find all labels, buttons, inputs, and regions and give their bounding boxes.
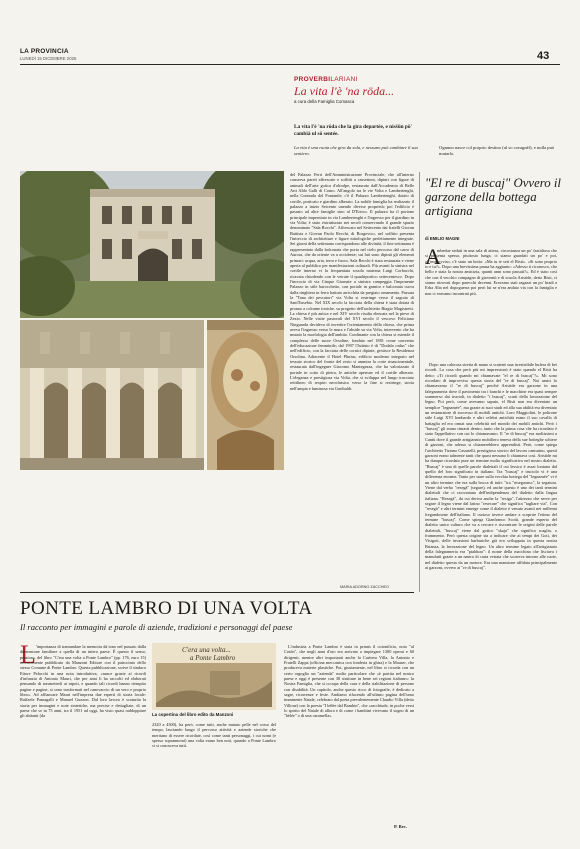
- newspaper-name: LA PROVINCIA: [20, 48, 69, 55]
- proverbi-label-red: PROVERBI: [294, 76, 331, 83]
- proverbi-section-label: [294, 76, 560, 83]
- fresco-photo: [207, 320, 284, 470]
- page-number: 43: [537, 50, 550, 62]
- main-article-col2: 2320 a 4300), ha però, come tutti, anche mutato pelle nel corso del tempo, lasciando lungo il percorso attività e aziende storiche che meritano di essere ricordate, così come tanti personaggi, i cui nomi (e spesso soprannomi) una volta erano ben noti, quando a Ponte Lambro ci si conosceva tutti.: [152, 722, 276, 749]
- headline-top-rule: [20, 592, 414, 593]
- villa-photo: [20, 171, 284, 318]
- issue-date: LUNEDÌ 15 DICEMBRE 2025: [20, 56, 77, 61]
- book-cover-caption: La copertina del libro edito da Manzoni: [152, 712, 234, 717]
- proverbi-dialect: La vita l'è 'na röda che la gira departée, e nisšün pö' cambià ul sö sentée.: [294, 124, 413, 137]
- re-article-lead: mbedue seduti in una sala di attesa, circostanza un po' fastidiosa che si presenta spesso, piuttosto lunga, ci siamo guardati un po' e poi, all'improvviso, c'è stato un botto: «Ma tu te sett el Risti». «Sì sono proprio io e tu?». Dopo una brevissima pausa ha aggiunto: «Adesso ti riconosco, che bello e stata la nostra amicizia, quanti anni sono passati?». Ed è stato così che con il vecchio compagno di gioventù e di scuola Aristide, detto Risti, ci siamo ritrovati dopo parecchi decenni. Eravamo stati ragazzi un po' bradi a Erba Alta nel dopoguerra poi però lui se n'era andato via con la famiglia e non ci eravamo incontrati più.: [425, 248, 557, 296]
- palazzi-article-column: del Palazzo Ferri dell'Amministrazione Provinciale, che all'interno conserva pareti affrescate e soffitti a cassettoni, dipinti con figure di animali dell'arte gotica d'oltralpe, restaurato dall'Accademia di Belle Arti Aldo Galli di Como. All'angolo tra le vie Volta e Lambertenghi, nella Contrada del Fontanile, c'è il Palazzo Lambertenghi, dotato di cortile, porticato e giardino alberato. La nobile famiglia ha realizzato il palazzo a inizio Seicento unendo diverse proprietà; poi l'edificio è passato ad altre famiglie sino al D'Errico. Il palazzo ha il portone principale imperniato in via Lambertenghi e l'ingresso per il giardino in via Volta; è stato ristrutturato nei secoli conservando il grande spazio denominato "Sala Rocchi". Affrescato nel Settecento dai fratelli Giovan Battista e Giovan Paolo Recchi, di Borgovico, nel soffitto presenta l'intreccio di architetture e figure mitologiche perfettamente integrate. Sei giorni della settimana corrispondono alle divinità, il fine settimana è rappresentato dalla balconata che porta nel cielo percorso dal carro di Aurora, che da oriente va a occidente; sui lati sono dipinti gli elementi primari: acqua, aria, terra e fuoco. Sala Recchi è stata restaurata e viene aperta al pubblico per manifestazioni culturali. Più avanti la sinistra nel cortile interno vi la frequentata scuola materna Luigi Corbacchi, ricavata chiudendo con le vetrate il quadriportico settecentesco. Dopo l'incrocio di via Cinque Giornate a sinistra campeggia l'imponente Palazzo in stile barocchetto, con portale in granito e balconata curva dalla ringhiera in ferro battuto arricchita da pregiato ornamento. Passata la "Tana dei pescatori" via Volta si restringe verso il sagrato di Sant'Eusebio. Nel XIX secolo la facciata della chiesa è stata dotata di pronao a colonne ioniche, su progetto dell'architetto Biagio Magistretti. La chiesa è più antica e nel XIV secolo risulta elencata nel la pieve di Zezio. Nelle visite pastorali del XVI secolo il vescovo Feliciano Ninguarda decideva di invertire l'orientamento della chiesa, che prima aveva l'ingresso verso le mura e l'abside su via Volta, intervento che ha mutato la morfologia dell'ambito. Confinante con la chiesa si estende il complesso delle suore Orsoline, fondato nel 1881 come convento dell'educazione femminile; dal 1997 l'Istituto è di "Dodalo onlus" che nell'edificio, con la facciata delle cornici dipinte, gestisce la Residenza Orsolina. Adiacente il Hotel Plinius, edificio moderno integrato nel tessuto storico del fronte del resto si ammira la corte rinascimentale, restaurata dall'ingegner Giacomo Mantegazza, che ha valorizzato il portale in cotto di pietra, le antiche aperture ed il cortile alberato. L'eleganza e prestigiosa via Volta, che si sviluppa nel lungo tracciato rettilineo di respiro neoclassico verso la fine si restringe, storia nell'ampia e luminosa via Garibaldi.: [290, 172, 414, 391]
- proverbi-label-black: LARIANI: [330, 76, 358, 83]
- book-cover-title-1: C'era una volta...: [182, 646, 231, 654]
- main-article-col1: 'importanza di tramandare la memoria dà tono nel passato dalla dimensione familiare a quella di un intero paese. È questo il senso, prezioso, del libro "C'era una volta a Ponte Lambro" (pp. 176, euro 15) recentemente pubblicato da Manzoni Editore con il patrocinio dello stesso Comune di Ponte Lambro. Questa pubblicazione, scrive il sindaco Ettore Pelacchi in una nota introduttiva, «nasce grazie ai ricordi d'infanzia di Antonio Mauri, che per anni li ha raccolti ed elaborati pensando di trasmetterli ai nipoti, e quando tali ricordi hanno riempito pagine e pagine, si sono trasformati nel canovaccio di un vero e proprio libro». Ad affiancare Mauri nell'impresa due esperti di storia locale: Raffaele Pamagalli e Manuel Guzzon. Dal loro lavoro è scaturita la storia per immagini e note sintetiche, ma precise e dettagliate, di un paese che se in 75 anni, tra il 1951 ad oggi, ha visto quasi raddoppiare gli abitanti (da: [20, 644, 146, 719]
- palazzi-article-signature: MARIA ADORNO ZACCHEO: [340, 585, 389, 589]
- main-headline: PONTE LAMBRO DI UNA VOLTA: [20, 598, 313, 619]
- re-article-body: Dopo una calorosa stretta di mano si scatenò una irresistibile bufera di bei ricordi. La cosa che però più mi impressionò è stato quando el Risti ha detto: «Ti ricordi quando mi chiamavate "el re di buscaj"?». Mi sono ricordato di improvviso questa storia del "re di buscaj". Noi amici lo chiamavamo il "re di buscaj" perché Aristide era garzone in una falegnameria dove il pavimento tra i banchi e le macchine era quasi sempre sommerso dai trucioli, in dialetto "i buscaj", scarti della lavorazione del legno. Poi però, come avevamo saputo, el Risti non era diventato un semplice "legnamée", ma grazie ai suoi studi ed alla sua abilità era diventato un restauratore di successo di mobili antichi. Loro Maggiolini, le poltrone stile Luigi XVI lombardo e altri celebri antichità erano il suo cavallo di battaglia ed era ormai una celebrità nel mondo dei mobili antichi. Però i "buscaj" gli erano rimasti dentro, tanto che la prima cosa che ha ricordato è stato l'appellativo con cui lo chiamavamo. Il "re di buscaj" era moltissimi a Cantù dove il grande artigianato mobiliero teneva della sue botteghe schiere di garzoni, che adesso si chiamerebbero apprendisti. Però, come spiega l'architetto Tiziano Casartelli, prestigioso storico del lavoro canturino, questi garzoni erano talmente tanti che quasi nessuno li chiamava così. Aristide mi ha dunque ricordato pure un termine molto significativo nel nostro dialetto. "Buscaj" è una di quelle parole dialettali il cui lessico è assai lontano dal quello del loro significato in italiano. Tra "buscaj" e truciolo vi è una differenza enorme. Tanto per stare sulla vecchia bottega del "legnamée" vi è un altro termine che era sulla bocca di tutti: "tra "resegaonsc", la segatura. Viene dal verbo "resegà" (segare), ed anche questo è uno dei tanti termini dialettali che ci raccontano dell'indipendenza del dialetto dalla lingua italiana. "Resegà", da cui deriva anche la "resiga", l'attrezzo che serve per segare il legno viene dal latino "resecare" che significa "tagliare via". Con "resegà" e altri termini emerge come il dialetto è venuto avanti nei millenni fregandosene dell'italiano. Il curioso invece andare a scoprire l'etimo del termine "buscaj". Come spiega Gianfranco Scotti, grande esperto del dialetto unico culturo che va a cercare e riscontrare le origini delle parole dialettali, "buscaj" viene dal gotico "skaja" che significa scaglia, o frammento. Però questa origine sta a indicare che ai tempi dei Goti, dei Visigoti, delle invasioni barbariche già era sviluppata in questa nostra Brianza, la lavorazione del legno. Un altro termine legato all'artigianato della falegnameria era "pialdura": il nome della macchina che lisciava i manufatti grazie a un nastro di carta vetrata che scorreva intorno alle ruote, nel dialetto questo da un motore. Era una mansione affidata principalmente ai garzoni, ovvero ai "re di buscaj".: [425, 362, 557, 571]
- main-article-col3: L'industria a Ponte Lambro è stata in primis il cotonificio, noto "al Cotón", che negli anni d'oro era arrivato a impiegare 1300 operai e 60 dirigenti, mentre altri importanti anche la Cartiera Villa, la Antonio e Fratelli Zappa (officina meccanica con fonderia in ghisa) e la Mauser, che produceva materie plastiche. Poi, giustamente, nel libro si ricorda con un certo orgoglio un "azienda" molto particolare che «è partita nel nostro paese e oggi è presente con 38 strutture in bene sei regioni italiane»: la Nostra Famiglia, che si occupa della cura e della riabilitazione di persone con disabilità. Un capitolo, anche questo ricco di fotografie, è dedicato a sagre, ricorrenze e feste. Andiamo rifacendo all'ultimo pagina dell'umo imminente Natale, celebrato dal poeta prevalentemente Claudio Villa (detto Villone) con la poesia "I bèlée dal Bambin", che «racchiude, in poche versi lo spirito del Natale di allora e di come i bambini vivevano il sogno di un "bèlée" o di una caramella».: [284, 644, 414, 719]
- courtyard-photo: [20, 320, 204, 470]
- main-article-signature: P. Bec.: [394, 824, 407, 829]
- proverbi-byline: a cura della Famiglia Comasca: [294, 99, 355, 104]
- proverbi-title: La vita l'è 'na röda...: [294, 84, 395, 98]
- proverbi-comment: Ognuno nasce col proprio destino (ul so cavagnèl), e nulla può mutarlo.: [439, 145, 555, 156]
- main-subheadline: Il racconto per immagini e parole di aziende, tradizioni e personaggi del paese: [20, 622, 293, 632]
- main-article-drop-cap: L: [20, 640, 36, 669]
- re-article-drop-cap: A: [425, 244, 441, 269]
- book-cover-title-2: a Ponte Lambro: [190, 654, 236, 662]
- header-rule: [20, 64, 560, 65]
- book-cover-image: [152, 643, 276, 710]
- proverbi-box: [294, 76, 560, 164]
- re-article-title: "El re di buscaj" Ovvero il garzone della bottega artigiana: [425, 176, 561, 218]
- re-article-byline: di EMILIO MAGNI: [425, 236, 460, 241]
- column-divider: [419, 172, 420, 592]
- proverbi-translation: La vita è una ruota che gira da sola, e nessuno può cambiare il suo sentiero.: [294, 145, 418, 156]
